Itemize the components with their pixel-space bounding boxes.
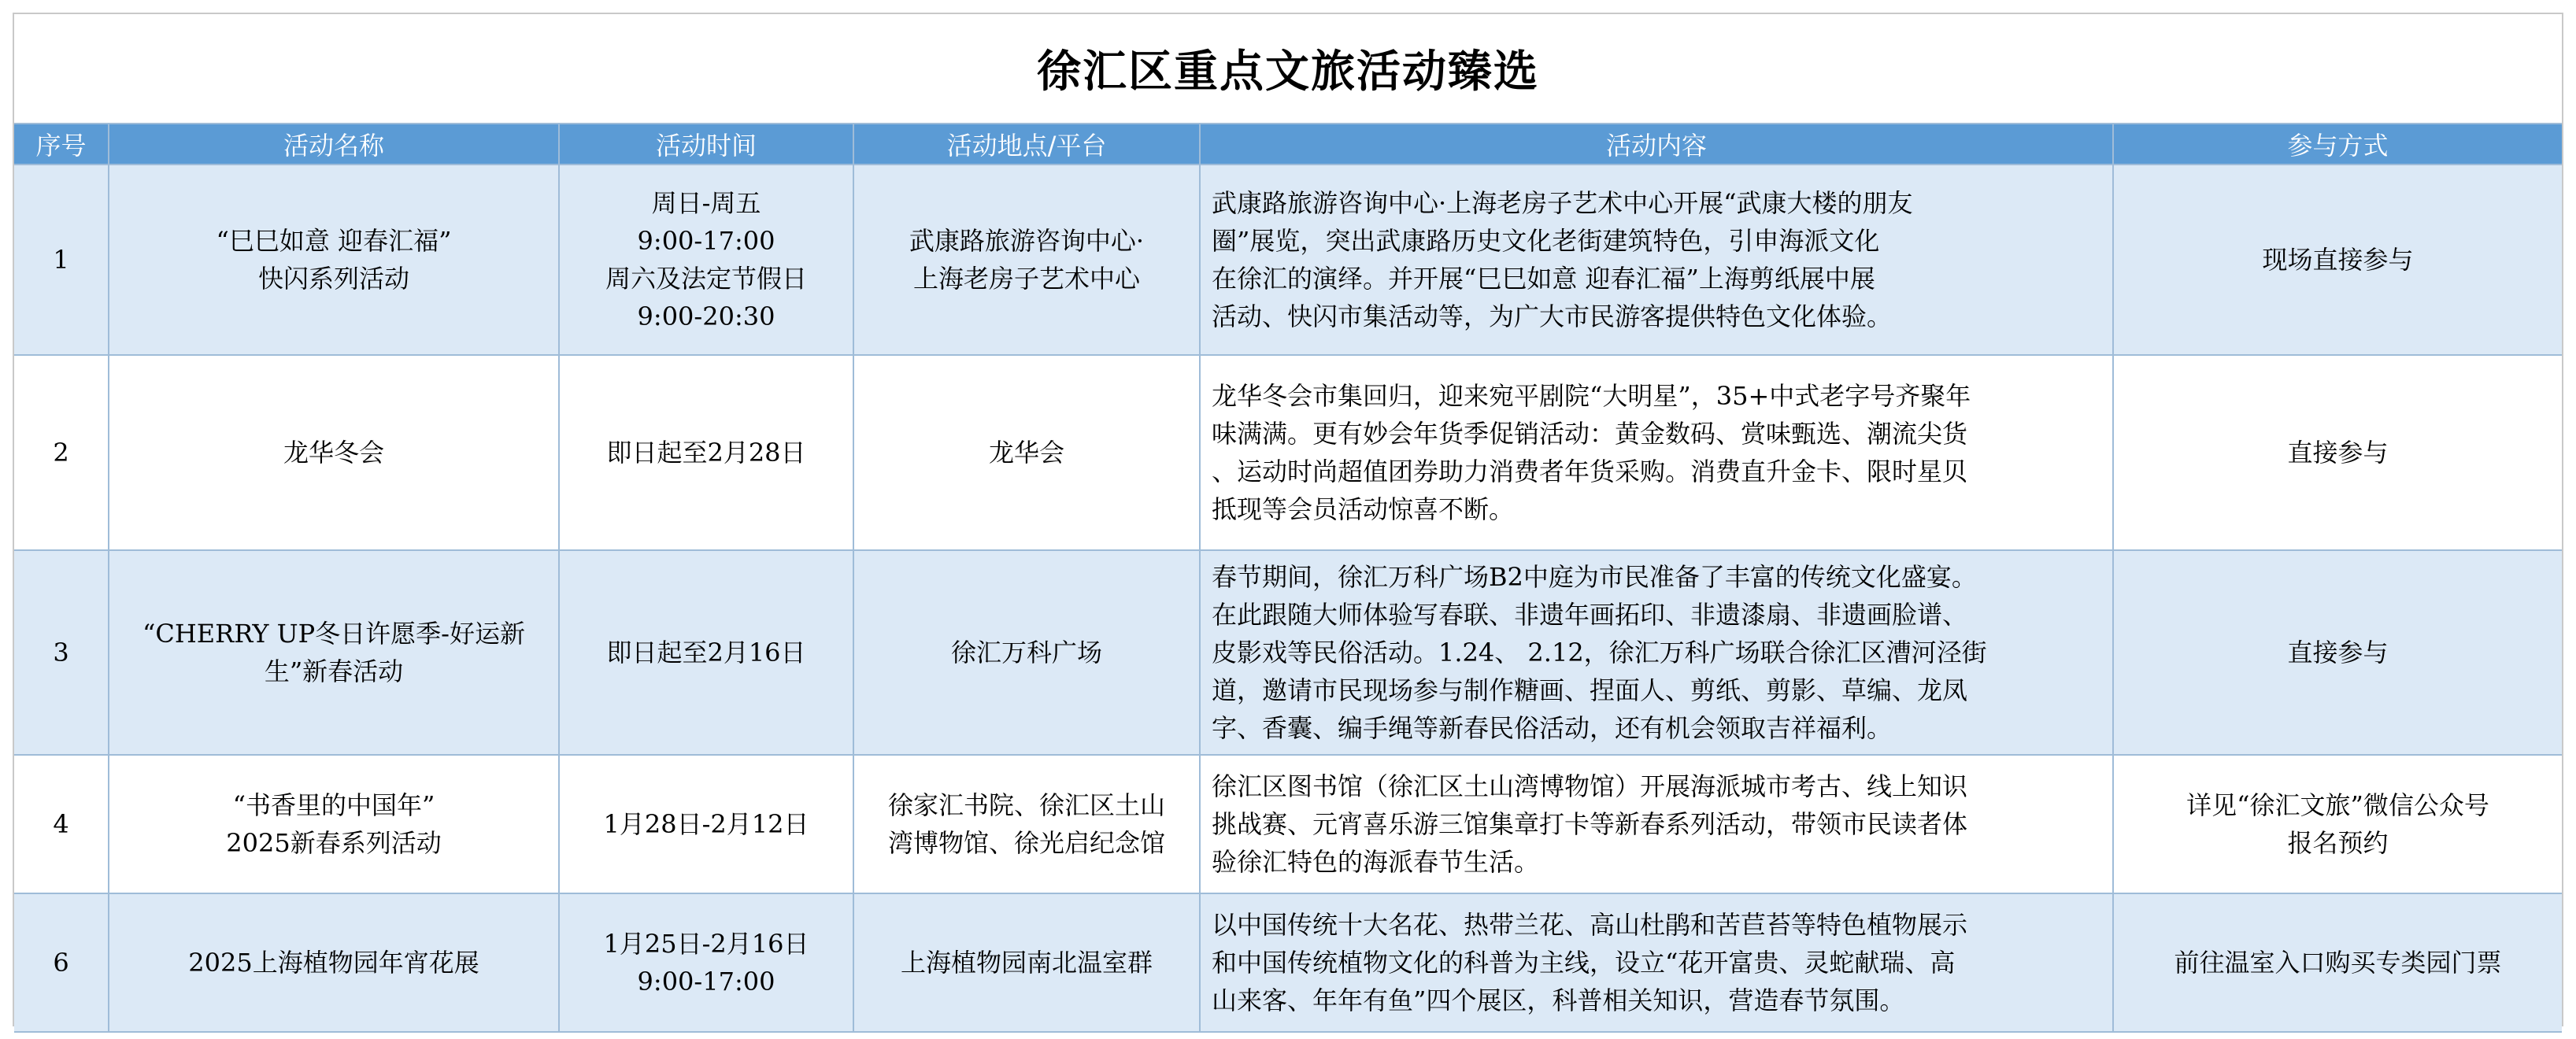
table-row xyxy=(14,755,2562,893)
cell-line: 武康路旅游咨询中心·上海老房子艺术中心开展“武康大楼的朋友 xyxy=(1212,188,1913,218)
cell-line: 字、香囊、编手绳等新春民俗活动，还有机会领取吉祥福利。 xyxy=(1212,713,1893,743)
header-time: 活动时间 xyxy=(559,124,853,165)
cell-line: 直接参与 xyxy=(2287,638,2389,667)
cell-line: 在此跟随大师体验写春联、非遗年画拓印、非遗漆扇、非遗画脸谱、 xyxy=(1212,600,1968,630)
cell-activity-time xyxy=(559,893,853,1032)
cell-line: 前往温室入口购买专类园门票 xyxy=(2174,948,2502,978)
cell-line: 2025上海植物园年宵花展 xyxy=(188,948,479,978)
cell-participation xyxy=(2113,165,2562,355)
cell-line: 快闪系列活动 xyxy=(257,264,409,294)
cell-line: 详见“徐汇文旅”微信公众号 xyxy=(2186,790,2489,820)
cell-line: 龙华冬会市集回归，迎来宛平剧院“大明星”，35+中式老字号齐聚年 xyxy=(1212,381,1971,411)
cell-participation xyxy=(2113,893,2562,1032)
cell-activity-place xyxy=(853,893,1200,1032)
cell-line: 和中国传统植物文化的科普为主线，设立“花开富贵、灵蛇献瑞、高 xyxy=(1212,948,1956,978)
table-row xyxy=(14,550,2562,755)
cell-line: 武康路旅游咨询中心· xyxy=(909,226,1145,256)
table-row xyxy=(14,165,2562,355)
cell-activity-content xyxy=(1200,893,2113,1032)
cell-line: 圈”展览，突出武康路历史文化老街建筑特色，引申海派文化 xyxy=(1212,226,1880,256)
cell-line: 即日起至2月28日 xyxy=(606,438,806,468)
cell-line: 验徐汇特色的海派春节生活。 xyxy=(1212,847,1540,877)
cell-line: 直接参与 xyxy=(2287,438,2389,468)
cell-line: 龙华冬会 xyxy=(283,438,384,468)
cell-activity-name xyxy=(109,755,559,893)
activity-table xyxy=(14,124,2562,1033)
cell-activity-time xyxy=(559,550,853,755)
cell-line: 山来客、年年有鱼”四个展区，科普相关知识，营造春节氛围。 xyxy=(1212,985,1905,1015)
cell-activity-place xyxy=(853,755,1200,893)
cell-activity-time xyxy=(559,355,853,550)
cell-line: 9:00-17:00 xyxy=(637,226,775,256)
cell-no: 4 xyxy=(14,755,109,893)
cell-line: 湾博物馆、徐光启纪念馆 xyxy=(887,828,1165,858)
cell-activity-name xyxy=(109,893,559,1032)
cell-line: 味满满。更有妙会年货季促销活动：黄金数码、赏味甄选、潮流尖货 xyxy=(1212,419,1968,449)
cell-activity-content xyxy=(1200,355,2113,550)
table-row xyxy=(14,893,2562,1032)
cell-activity-place xyxy=(853,165,1200,355)
header-no: 序号 xyxy=(14,124,109,165)
cell-activity-time xyxy=(559,165,853,355)
cell-line: 春节期间，徐汇万科广场B2中庭为市民准备了丰富的传统文化盛宴。 xyxy=(1212,562,1977,592)
cell-activity-place xyxy=(853,550,1200,755)
cell-line: 皮影戏等民俗活动。1.24、 2.12，徐汇万科广场联合徐汇区漕河泾街 xyxy=(1212,638,1987,667)
cell-line: 道，邀请市民现场参与制作糖画、捏面人、剪纸、剪影、草编、龙凤 xyxy=(1212,675,1968,705)
cell-line: 活动、快闪市集活动等，为广大市民游客提供特色文化体验。 xyxy=(1212,301,1893,331)
spreadsheet xyxy=(13,13,2563,1026)
cell-line: 抵现等会员活动惊喜不断。 xyxy=(1212,494,1515,524)
cell-line: 龙华会 xyxy=(988,438,1064,468)
header-join: 参与方式 xyxy=(2113,124,2562,165)
table-row xyxy=(14,355,2562,550)
cell-line: 以中国传统十大名花、热带兰花、高山杜鹃和苦苣苔等特色植物展示 xyxy=(1212,910,1968,940)
cell-line: 挑战赛、元宵喜乐游三馆集章打卡等新春系列活动，带领市民读者体 xyxy=(1212,809,1968,839)
header-name: 活动名称 xyxy=(109,124,559,165)
cell-line: 1月25日-2月16日 xyxy=(603,929,809,959)
cell-line: 2025新春系列活动 xyxy=(226,828,442,858)
cell-line: 9:00-17:00 xyxy=(637,967,775,996)
header-content: 活动内容 xyxy=(1200,124,2113,165)
cell-line: 徐汇区图书馆（徐汇区土山湾博物馆）开展海派城市考古、线上知识 xyxy=(1212,771,1968,801)
cell-activity-content xyxy=(1200,165,2113,355)
cell-line: 9:00-20:30 xyxy=(637,301,775,331)
sheet-title: 徐汇区重点文旅活动臻选 xyxy=(14,14,2562,124)
cell-line: 上海老房子艺术中心 xyxy=(912,264,1140,294)
cell-line: “巳巳如意 迎春汇福” xyxy=(216,226,452,256)
cell-no: 2 xyxy=(14,355,109,550)
cell-participation xyxy=(2113,355,2562,550)
cell-line: 徐汇万科广场 xyxy=(950,638,1102,667)
cell-activity-content xyxy=(1200,550,2113,755)
cell-line: 徐家汇书院、徐汇区土山 xyxy=(887,790,1165,820)
cell-line: “CHERRY UP冬日许愿季-好运新 xyxy=(142,619,525,649)
cell-activity-name xyxy=(109,355,559,550)
cell-participation xyxy=(2113,755,2562,893)
cell-activity-time xyxy=(559,755,853,893)
cell-no: 3 xyxy=(14,550,109,755)
cell-no: 1 xyxy=(14,165,109,355)
cell-activity-content xyxy=(1200,755,2113,893)
cell-line: 上海植物园南北温室群 xyxy=(900,948,1153,978)
cell-line: 现场直接参与 xyxy=(2262,245,2414,275)
cell-no: 6 xyxy=(14,893,109,1032)
cell-line: 报名预约 xyxy=(2287,828,2389,858)
cell-line: “书香里的中国年” xyxy=(232,790,435,820)
cell-line: 、运动时尚超值团券助力消费者年货采购。消费直升金卡、限时星贝 xyxy=(1212,457,1968,486)
cell-line: 在徐汇的演绎。并开展“巳巳如意 迎春汇福”上海剪纸展中展 xyxy=(1212,264,1875,294)
cell-activity-name xyxy=(109,165,559,355)
cell-line: 1月28日-2月12日 xyxy=(603,809,809,839)
cell-activity-place xyxy=(853,355,1200,550)
header-row xyxy=(14,124,2562,165)
cell-line: 周六及法定节假日 xyxy=(605,264,807,294)
cell-line: 周日-周五 xyxy=(651,188,761,218)
cell-activity-name xyxy=(109,550,559,755)
header-place: 活动地点/平台 xyxy=(853,124,1200,165)
cell-line: 即日起至2月16日 xyxy=(606,638,806,667)
cell-line: 生”新春活动 xyxy=(264,656,404,686)
cell-participation xyxy=(2113,550,2562,755)
